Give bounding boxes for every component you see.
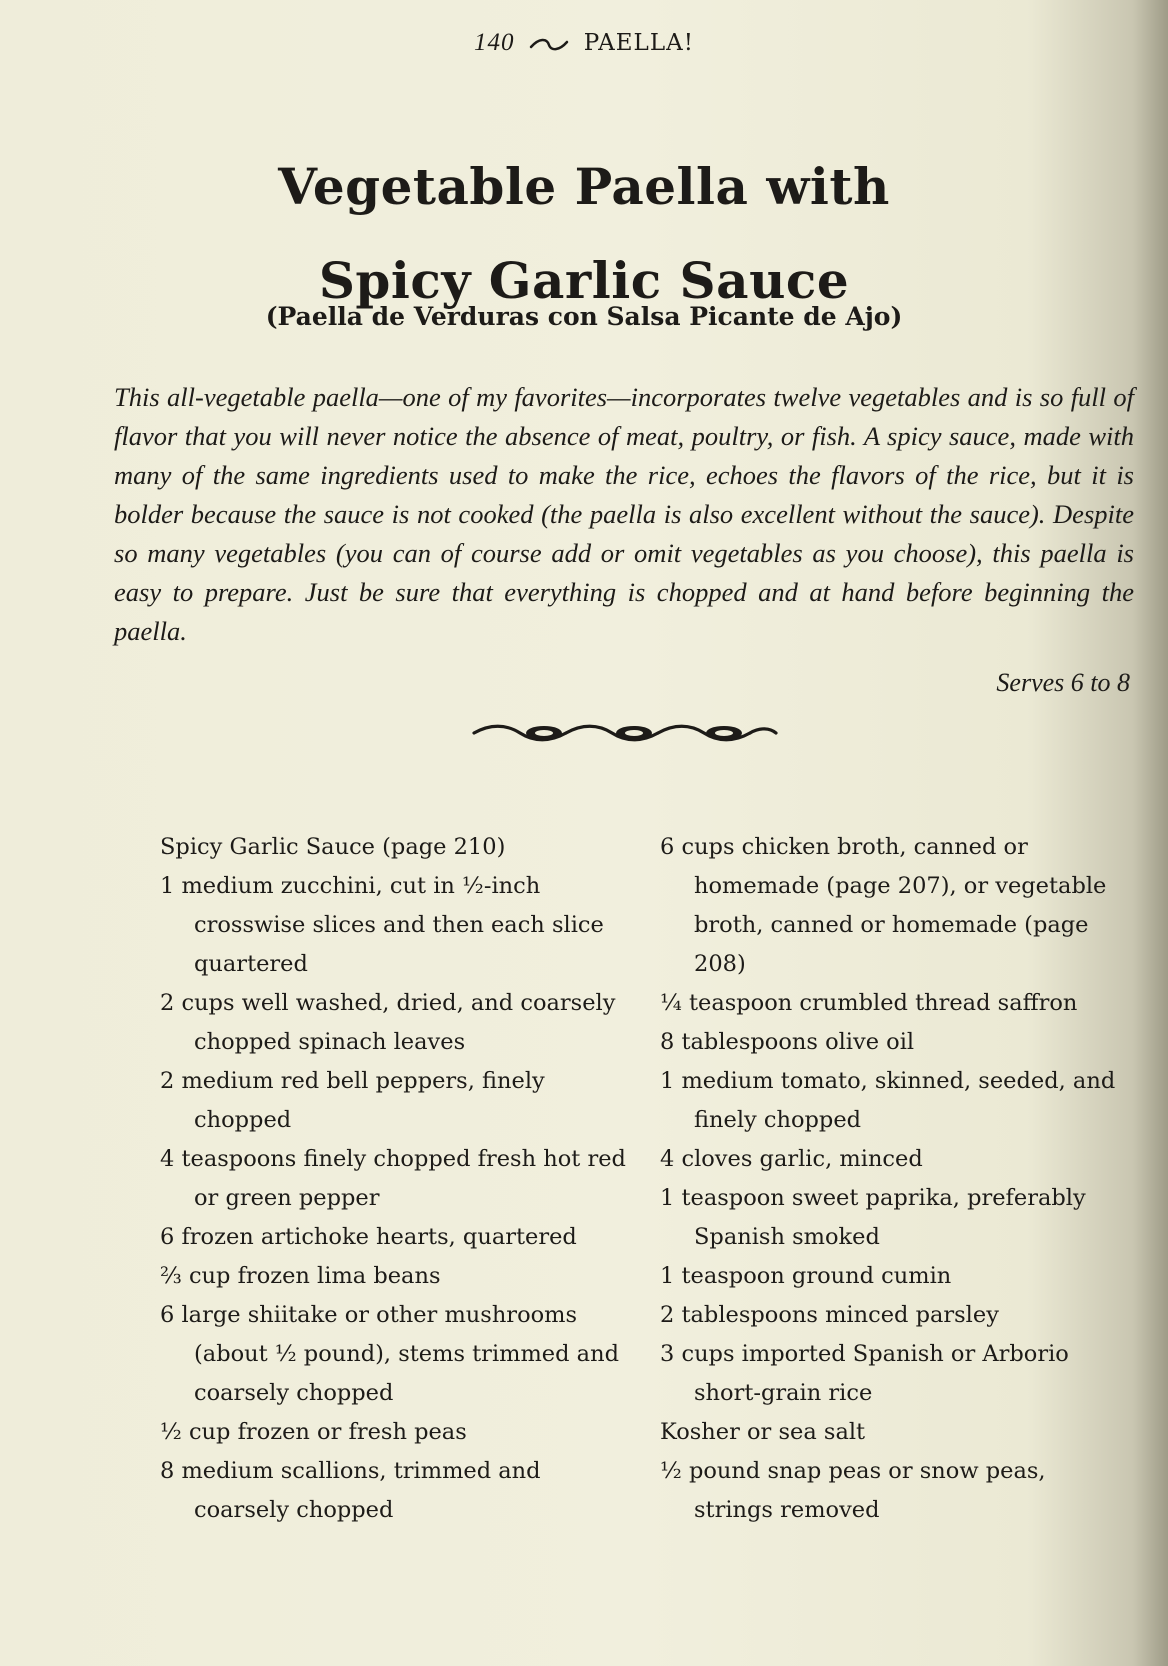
ingredient-item: 6 cups chicken broth, canned or homemade (page 207), or vegetable broth, canned or homemade (page 208) (660, 834, 1107, 977)
running-header (0, 28, 1168, 58)
ingredient-item: Kosher or sea salt (660, 1419, 866, 1445)
recipe-subtitle: (Paella de Verduras con Salsa Picante de Ajo) (265, 302, 903, 331)
running-title: PAELLA! (583, 30, 694, 56)
ingredient-item: 8 medium scallions, trimmed and coarsely chopped (160, 1458, 541, 1523)
page-number: 140 (474, 29, 515, 56)
ingredient-item: 2 medium red bell peppers, finely chopped (160, 1068, 545, 1133)
ingredient-item: 4 teaspoons finely chopped fresh hot red or green pepper (160, 1146, 626, 1211)
tilde-ornament-icon (529, 30, 569, 58)
recipe-title-line-1: Vegetable Paella with (278, 157, 890, 216)
ingredient-item: 1 teaspoon sweet paprika, preferably Spanish smoked (660, 1185, 1086, 1250)
ingredient-item: 4 cloves garlic, minced (660, 1146, 923, 1172)
recipe-intro: This all-vegetable paella—one of my favorites—incorporates twelve vegetables and is so full of flavor that you will never notice the absence of meat, poultry, or fish. A spicy sauce, made with many of the same ingredients used to make the rice, echoes the flavors of the rice, but it is bolder because the sauce is not cooked (the paella is also excellent without the sauce). Despite so many vegetables (you can of course add or omit vegetables as you choose), this paella is easy to prepare. Just be sure that everything is chopped and at hand before beginning the paella. (114, 382, 1134, 646)
ingredient-item: ½ cup frozen or fresh peas (160, 1419, 467, 1445)
recipe-title-line-2: Spicy Garlic Sauce (318, 251, 850, 310)
ingredient-item: ¼ teaspoon crumbled thread saffron (660, 990, 1078, 1016)
ingredient-item: 8 tablespoons olive oil (660, 1029, 915, 1055)
ingredient-item: 6 frozen artichoke hearts, quartered (160, 1224, 577, 1250)
ingredient-item: Spicy Garlic Sauce (page 210) (160, 834, 506, 860)
ingredient-item: 2 tablespoons minced parsley (660, 1302, 999, 1328)
ingredient-item: 1 medium zucchini, cut in ½-inch crosswise slices and then each slice quartered (160, 873, 604, 977)
ingredients-left-column (160, 828, 630, 1530)
ingredients-right-column (660, 828, 1130, 1530)
ingredient-item: 2 cups well washed, dried, and coarsely chopped spinach leaves (160, 990, 616, 1055)
ingredient-item: 3 cups imported Spanish or Arborio short-grain rice (660, 1341, 1069, 1406)
serves-note: Serves 6 to 8 (996, 668, 1130, 697)
ingredient-item: ½ pound snap peas or snow peas, strings removed (660, 1458, 1046, 1523)
ingredient-item: ⅔ cup frozen lima beans (160, 1263, 441, 1289)
ingredient-item: 1 teaspoon ground cumin (660, 1263, 952, 1289)
ingredient-item: 1 medium tomato, skinned, seeded, and finely chopped (660, 1068, 1116, 1133)
ingredient-item: 6 large shiitake or other mushrooms (about ½ pound), stems trimmed and coarsely chopped (160, 1302, 619, 1406)
ornamental-divider-icon (470, 716, 780, 750)
recipe-title (0, 140, 1168, 328)
